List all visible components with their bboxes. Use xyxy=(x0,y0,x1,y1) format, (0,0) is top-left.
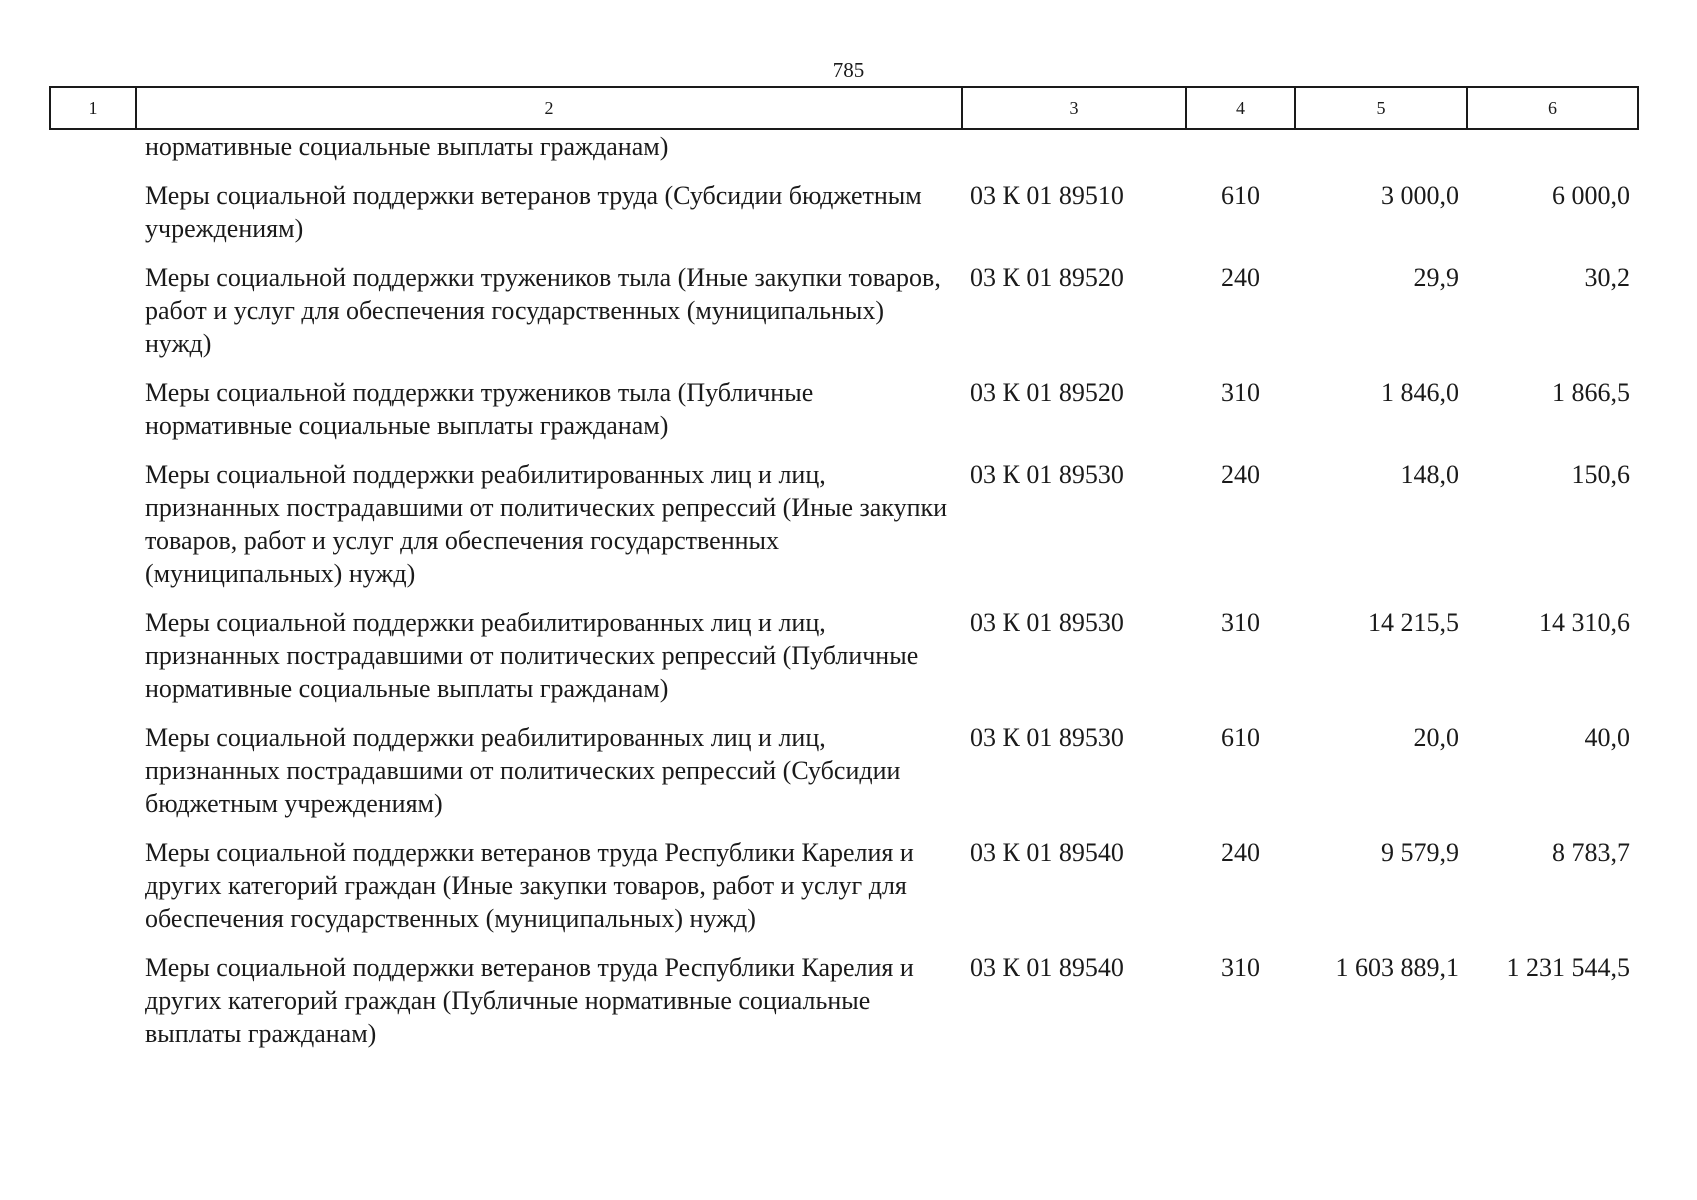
table-row xyxy=(50,606,1638,721)
page-number: 785 xyxy=(832,58,865,82)
row-name: Меры социальной поддержки тружеников тыла (Публичные нормативные социальные выплаты гражданам) xyxy=(145,378,814,440)
table-row xyxy=(50,836,1638,951)
row-name: Меры социальной поддержки тружеников тыла (Иные закупки товаров, работ и услуг для обеспечения государственных (муниципальных) нужд) xyxy=(145,263,941,358)
row-expense-type: 610 xyxy=(1221,723,1260,752)
row-expense-type: 610 xyxy=(1221,181,1260,210)
column-header-6: 6 xyxy=(1467,87,1638,129)
row-sum-1: 14 215,5 xyxy=(1368,608,1459,637)
row-sum-2: 150,6 xyxy=(1571,460,1630,489)
row-sum-2: 14 310,6 xyxy=(1539,608,1630,637)
row-sum-1: 1 603 889,1 xyxy=(1335,953,1459,982)
table-row xyxy=(50,376,1638,458)
row-code: 03 К 01 89510 xyxy=(970,181,1124,210)
row-sum-1: 9 579,9 xyxy=(1381,838,1459,867)
row-code: 03 К 01 89530 xyxy=(970,608,1124,637)
row-sum-1: 29,9 xyxy=(1413,263,1459,292)
row-sum-1: 1 846,0 xyxy=(1381,378,1459,407)
column-header-2: 2 xyxy=(136,87,962,129)
row-sum-1: 3 000,0 xyxy=(1381,181,1459,210)
continuation-text: нормативные социальные выплаты гражданам) xyxy=(145,132,669,161)
row-name: Меры социальной поддержки ветеранов труда Республики Карелия и других категорий граждан (Публичные нормативные социальные выплаты гражданам) xyxy=(145,953,914,1048)
row-code: 03 К 01 89530 xyxy=(970,460,1124,489)
row-expense-type: 310 xyxy=(1221,378,1260,407)
table-row xyxy=(50,951,1638,1066)
budget-table xyxy=(49,86,1639,1066)
row-sum-2: 30,2 xyxy=(1584,263,1630,292)
row-sum-2: 40,0 xyxy=(1584,723,1630,752)
row-expense-type: 240 xyxy=(1221,263,1260,292)
row-sum-1: 148,0 xyxy=(1400,460,1459,489)
row-sum-2: 1 231 544,5 xyxy=(1506,953,1630,982)
row-name: Меры социальной поддержки реабилитированных лиц и лиц, признанных пострадавшими от политических репрессий (Публичные нормативные социальные выплаты гражданам) xyxy=(145,608,919,703)
row-sum-2: 1 866,5 xyxy=(1552,378,1630,407)
table-row xyxy=(50,721,1638,836)
row-expense-type: 310 xyxy=(1221,953,1260,982)
row-code: 03 К 01 89540 xyxy=(970,953,1124,982)
row-expense-type: 240 xyxy=(1221,460,1260,489)
row-name: Меры социальной поддержки реабилитированных лиц и лиц, признанных пострадавшими от политических репрессий (Субсидии бюджетным учреждениям) xyxy=(145,723,901,818)
row-code: 03 К 01 89530 xyxy=(970,723,1124,752)
table-row xyxy=(50,261,1638,376)
table-row xyxy=(50,458,1638,606)
row-name: Меры социальной поддержки ветеранов труда (Субсидии бюджетным учреждениям) xyxy=(145,181,922,243)
row-sum-2: 6 000,0 xyxy=(1552,181,1630,210)
row-sum-1: 20,0 xyxy=(1413,723,1459,752)
table-header xyxy=(50,87,1638,129)
column-header-1: 1 xyxy=(50,87,136,129)
column-header-5: 5 xyxy=(1295,87,1467,129)
row-expense-type: 240 xyxy=(1221,838,1260,867)
row-name: Меры социальной поддержки реабилитированных лиц и лиц, признанных пострадавшими от политических репрессий (Иные закупки товаров, работ и услуг для обеспечения государственных (муниципальных) нужд) xyxy=(145,460,948,588)
row-code: 03 К 01 89520 xyxy=(970,263,1124,292)
row-sum-2: 8 783,7 xyxy=(1552,838,1630,867)
column-header-3: 3 xyxy=(962,87,1186,129)
row-code: 03 К 01 89520 xyxy=(970,378,1124,407)
row-code: 03 К 01 89540 xyxy=(970,838,1124,867)
row-expense-type: 310 xyxy=(1221,608,1260,637)
table-row xyxy=(50,179,1638,261)
column-header-4: 4 xyxy=(1186,87,1295,129)
header-row xyxy=(50,87,1638,129)
row-name: Меры социальной поддержки ветеранов труда Республики Карелия и других категорий граждан (Иные закупки товаров, работ и услуг для обеспечения государственных (муниципальных) нужд) xyxy=(145,838,914,933)
continuation-row xyxy=(50,129,1638,179)
